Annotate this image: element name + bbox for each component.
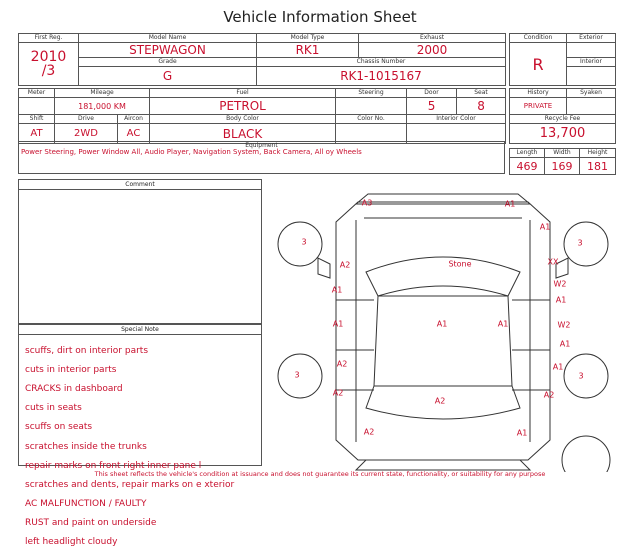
- special-note-item: CRACKS in dashboard: [25, 383, 123, 394]
- damage-mark: A2: [434, 396, 446, 406]
- damage-mark: W2: [557, 320, 571, 330]
- damage-mark: Stone: [448, 259, 472, 269]
- length-value: 469: [510, 158, 545, 175]
- model-type-label: Model Type: [257, 34, 359, 43]
- roof-panel: [374, 296, 512, 386]
- equipment-box: [18, 141, 505, 174]
- condition-value: R: [510, 43, 567, 86]
- dimensions-table: [509, 148, 616, 175]
- width-value: 169: [545, 158, 580, 175]
- first-reg-value: [19, 43, 79, 86]
- aircon-value: AC: [118, 124, 150, 144]
- damage-mark: A1: [436, 319, 448, 329]
- door-value: 5: [407, 98, 457, 115]
- equipment-label: Equipment: [245, 142, 278, 149]
- body-color-value: BLACK: [150, 124, 336, 144]
- damage-mark: 3: [578, 371, 584, 381]
- special-notes-list: [19, 335, 261, 558]
- model-name-value: STEPWAGON: [79, 43, 257, 58]
- model-type-value: RK1: [257, 43, 359, 58]
- steering-label: Steering: [336, 89, 407, 98]
- syaken-value: [567, 98, 616, 115]
- header-table: [18, 33, 506, 86]
- history-table: [509, 88, 616, 144]
- chassis-value: RK1-1015167: [257, 67, 506, 86]
- exterior-label: Exterior: [567, 34, 616, 43]
- spare-wheel: [562, 436, 610, 472]
- damage-mark: A2: [543, 390, 555, 400]
- front-left-wheel: [278, 222, 322, 266]
- car-body-outline: [336, 199, 550, 460]
- damage-mark: A2: [363, 427, 375, 437]
- body-color-label: Body Color: [150, 115, 336, 124]
- interior-color-label: Interior Color: [407, 115, 506, 124]
- drive-label: Drive: [55, 115, 118, 124]
- first-reg-year: 2010: [30, 49, 67, 65]
- recycle-value: 13,700: [510, 124, 616, 144]
- interior-value: [567, 67, 616, 86]
- mileage-value: 181,000 KM: [55, 98, 150, 115]
- damage-mark: A2: [332, 388, 344, 398]
- interior-label: Interior: [567, 58, 616, 67]
- damage-mark: A2: [336, 359, 348, 369]
- special-note-item: cuts in seats: [25, 403, 82, 414]
- windscreen: [366, 257, 520, 296]
- shift-label: Shift: [19, 115, 55, 124]
- exhaust-label: Exhaust: [359, 34, 506, 43]
- specs-table: [18, 88, 506, 144]
- damage-mark: 3: [301, 237, 307, 247]
- rear-right-wheel: [564, 354, 608, 398]
- recycle-label: Recycle Fee: [510, 115, 616, 124]
- width-label: Width: [545, 149, 580, 158]
- color-no-label: Color No.: [336, 115, 407, 124]
- damage-mark: A1: [552, 362, 564, 372]
- syaken-label: Syaken: [567, 89, 616, 98]
- vehicle-damage-diagram: [268, 190, 618, 472]
- damage-mark: A3: [361, 198, 373, 208]
- damage-mark: A1: [331, 285, 343, 295]
- meter-value: [19, 98, 55, 115]
- special-note-box: [18, 324, 262, 548]
- fuel-value: PETROL: [150, 98, 336, 115]
- damage-mark: A1: [539, 222, 551, 232]
- history-label: History: [510, 89, 567, 98]
- special-note-item: left headlight cloudy: [25, 537, 118, 548]
- special-note-item: cuts in interior parts: [25, 364, 117, 375]
- seat-value: 8: [457, 98, 506, 115]
- rear-bumper: [356, 460, 530, 470]
- special-note-item: RUST and paint on underside: [25, 518, 157, 529]
- disclaimer-footer: This sheet reflects the vehicle's condition at issuance and does not guarantee its current state, functionality, or suitability for any purpose: [94, 470, 546, 478]
- special-note-item: scuffs on seats: [25, 422, 93, 433]
- damage-mark: A1: [504, 199, 516, 209]
- model-name-label: Model Name: [79, 34, 257, 43]
- fuel-label: Fuel: [150, 89, 336, 98]
- damage-mark: A1: [559, 339, 571, 349]
- first-reg-month: /3: [41, 63, 56, 79]
- length-label: Length: [510, 149, 545, 158]
- damage-mark: A1: [516, 428, 528, 438]
- left-mirror: [318, 258, 330, 278]
- damage-mark: A1: [555, 295, 567, 305]
- shift-value: AT: [19, 124, 55, 144]
- history-value: PRIVATE: [510, 98, 567, 115]
- damage-mark: 3: [294, 370, 300, 380]
- condition-label: Condition: [510, 34, 567, 43]
- grade-value: G: [79, 67, 257, 86]
- meter-label: Meter: [19, 89, 55, 98]
- comment-label: Comment: [19, 180, 261, 190]
- special-note-item: scratches and dents, repair marks on e xterior: [25, 479, 235, 490]
- special-note-label: Special Note: [19, 325, 261, 335]
- height-value: 181: [580, 158, 616, 175]
- height-label: Height: [580, 149, 616, 158]
- door-label: Door: [407, 89, 457, 98]
- equipment-value: Power Steering, Power Window All, Audio Player, Navigation System, Back Camera, All oy Wheels: [21, 148, 362, 156]
- damage-mark: A1: [497, 319, 509, 329]
- first-reg-label: First Reg.: [19, 34, 79, 43]
- mileage-label: Mileage: [55, 89, 150, 98]
- steering-value: [336, 98, 407, 115]
- special-note-item: scuffs, dirt on interior parts: [25, 345, 149, 356]
- special-note-item: repair marks on front right inner pane l: [25, 460, 202, 471]
- condition-table: [509, 33, 616, 86]
- damage-mark: 3: [577, 238, 583, 248]
- special-note-item: AC MALFUNCTION / FAULTY: [25, 499, 147, 510]
- damage-mark: A1: [332, 319, 344, 329]
- damage-mark: XX: [547, 257, 559, 267]
- sheet-title: Vehicle Information Sheet: [223, 8, 417, 26]
- drive-value: 2WD: [55, 124, 118, 144]
- aircon-label: Aircon: [118, 115, 150, 124]
- rear-left-wheel: [278, 354, 322, 398]
- comment-box: [18, 179, 262, 324]
- damage-mark: A2: [339, 260, 351, 270]
- seat-label: Seat: [457, 89, 506, 98]
- exhaust-value: 2000: [359, 43, 506, 58]
- grade-label: Grade: [79, 58, 257, 67]
- damage-mark: W2: [553, 279, 567, 289]
- front-right-wheel: [564, 222, 608, 266]
- exterior-value: [567, 43, 616, 58]
- chassis-label: Chassis Number: [257, 58, 506, 67]
- special-note-item: scratches inside the trunks: [25, 441, 147, 452]
